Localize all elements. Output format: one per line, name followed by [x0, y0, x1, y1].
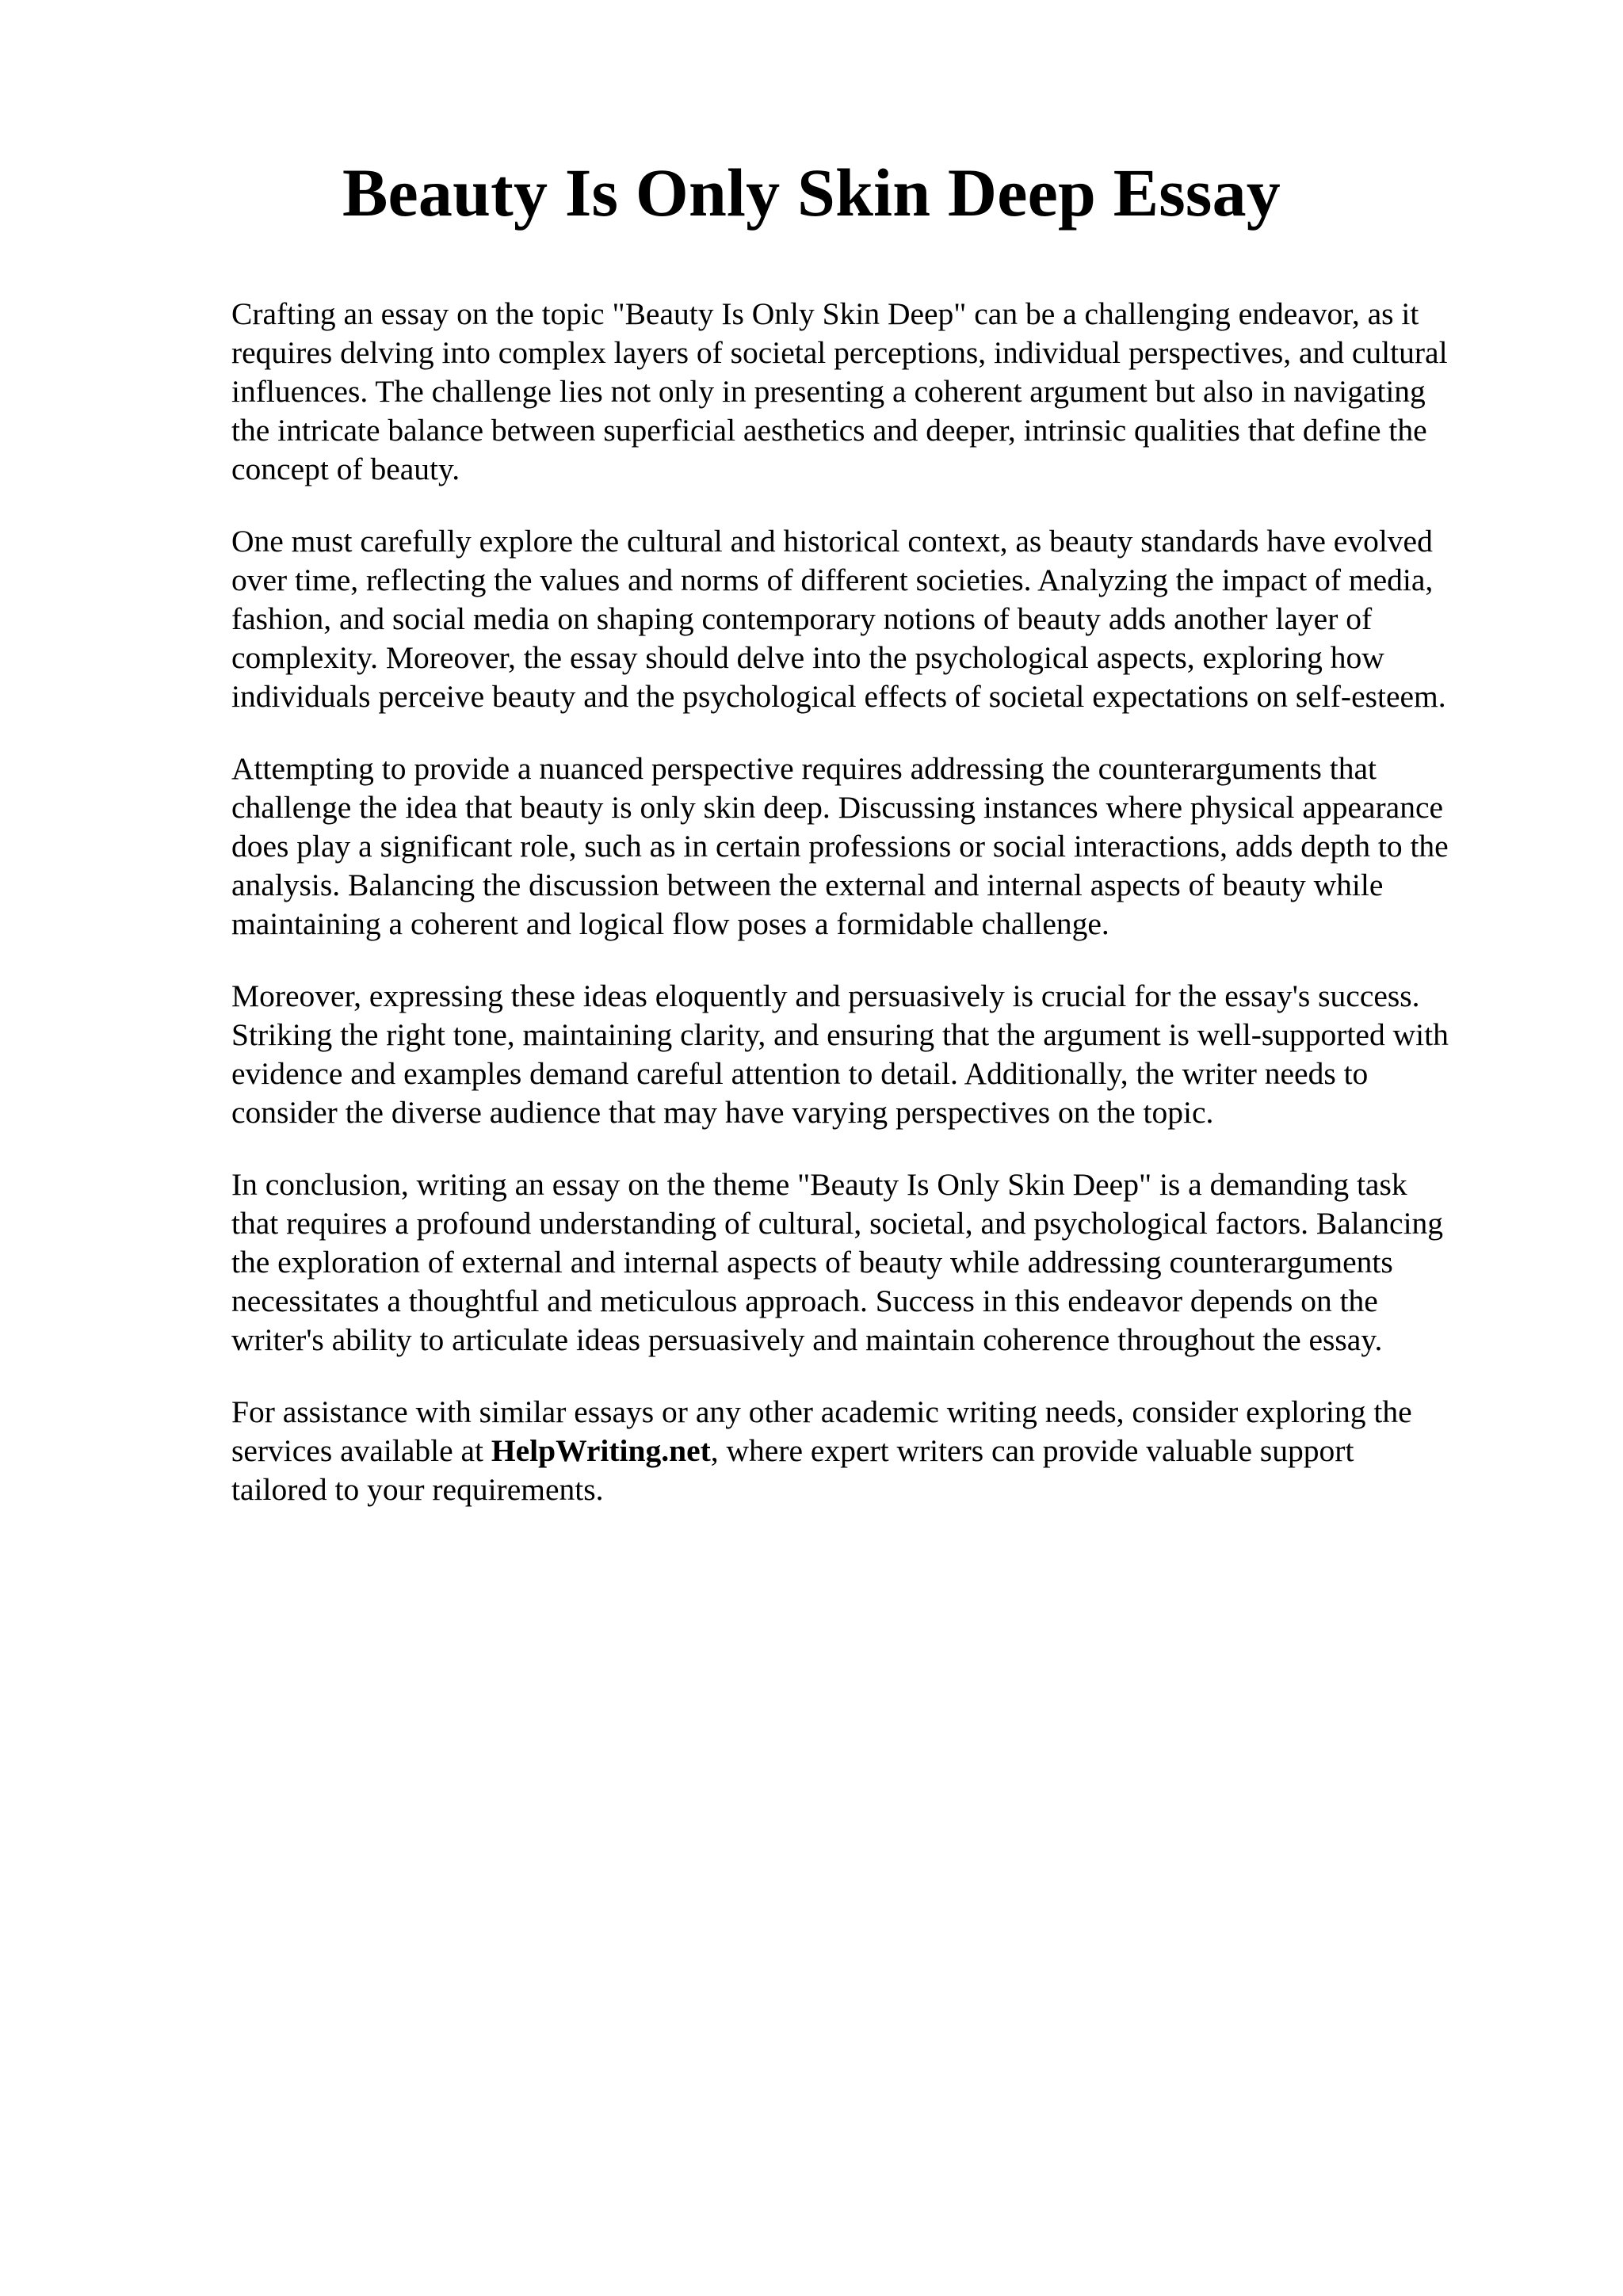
- paragraph-5: [231, 1165, 1515, 1360]
- text-line: tailored to your requirements.: [231, 1472, 604, 1507]
- text-line: One must carefully explore the cultural and historical context, as beauty standards have evolved: [231, 524, 1433, 559]
- text-line: challenge the idea that beauty is only skin deep. Discussing instances where physical appearance: [231, 790, 1444, 825]
- text-line: necessitates a thoughtful and meticulous approach. Success in this endeavor depends on the: [231, 1283, 1378, 1318]
- text-line-with-brand: [231, 1432, 1515, 1470]
- text-line: maintaining a coherent and logical flow poses a formidable challenge.: [231, 906, 1109, 941]
- text-line: individuals perceive beauty and the psychological effects of societal expectations on self-esteem.: [231, 679, 1446, 714]
- text-line: Striking the right tone, maintaining clarity, and ensuring that the argument is well-supported with: [231, 1017, 1449, 1052]
- text-line: evidence and examples demand careful attention to detail. Additionally, the writer needs to: [231, 1056, 1369, 1091]
- text-line: Crafting an essay on the topic "Beauty Is Only Skin Deep" can be a challenging endeavor, as it: [231, 296, 1419, 331]
- text-line: the exploration of external and internal aspects of beauty while addressing counterarguments: [231, 1245, 1393, 1280]
- closing-paragraph: [231, 1393, 1515, 1509]
- text-line: concept of beauty.: [231, 452, 460, 486]
- text-line: consider the diverse audience that may have varying perspectives on the topic.: [231, 1095, 1214, 1130]
- text-segment: services available at: [231, 1433, 491, 1468]
- text-line: fashion, and social media on shaping contemporary notions of beauty adds another layer of: [231, 601, 1373, 636]
- paragraph-4: [231, 977, 1515, 1132]
- text-line: influences. The challenge lies not only in presenting a coherent argument but also in navigating: [231, 374, 1426, 409]
- text-line: Moreover, expressing these ideas eloquently and persuasively is crucial for the essay's success.: [231, 978, 1420, 1013]
- paragraph-1: [231, 295, 1515, 489]
- text-line: requires delving into complex layers of societal perceptions, individual perspectives, and cultural: [231, 335, 1448, 370]
- paragraph-2: [231, 522, 1515, 716]
- page-title: Beauty Is Only Skin Deep Essay: [342, 154, 1281, 231]
- helpwriting-brand-name: HelpWriting.net: [491, 1433, 711, 1468]
- text-line: complexity. Moreover, the essay should delve into the psychological aspects, exploring how: [231, 640, 1384, 675]
- text-line: that requires a profound understanding of cultural, societal, and psychological factors. Balancing: [231, 1206, 1444, 1241]
- text-segment: , where expert writers can provide valuable support: [710, 1433, 1354, 1468]
- text-line: the intricate balance between superficial aesthetics and deeper, intrinsic qualities that define the: [231, 413, 1427, 448]
- essay-body: [231, 295, 1515, 1543]
- text-line: Attempting to provide a nuanced perspective requires addressing the counterarguments that: [231, 751, 1377, 786]
- text-line: over time, reflecting the values and norms of different societies. Analyzing the impact of media,: [231, 563, 1434, 597]
- text-line: In conclusion, writing an essay on the theme "Beauty Is Only Skin Deep" is a demanding task: [231, 1167, 1407, 1202]
- text-line: does play a significant role, such as in certain professions or social interactions, adds depth to the: [231, 829, 1449, 864]
- text-line: writer's ability to articulate ideas persuasively and maintain coherence throughout the essay.: [231, 1322, 1383, 1357]
- text-line: For assistance with similar essays or any other academic writing needs, consider exploring the: [231, 1394, 1412, 1429]
- text-line: analysis. Balancing the discussion between the external and internal aspects of beauty while: [231, 868, 1384, 902]
- paragraph-3: [231, 749, 1515, 944]
